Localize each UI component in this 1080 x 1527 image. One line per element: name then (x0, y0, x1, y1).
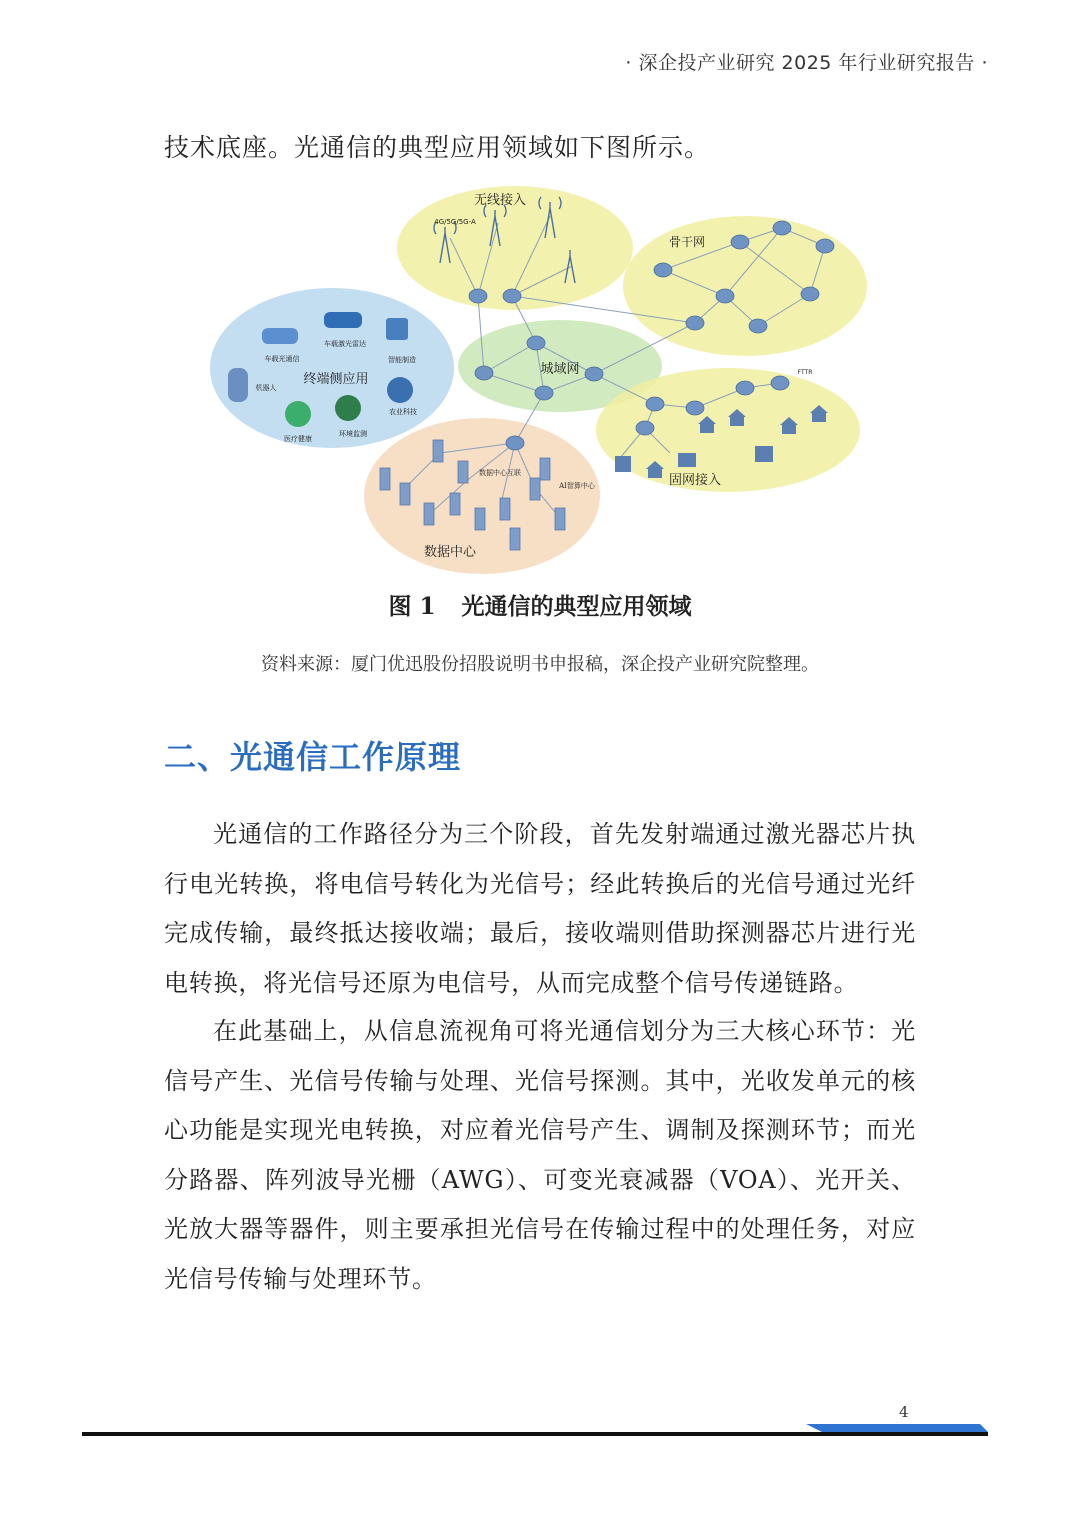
backbone-title: 骨干网 (668, 235, 706, 249)
intro-text: 技术底座。光通信的典型应用领域如下图所示。 (164, 133, 711, 162)
datacenter-tag: AI智算中心 (559, 482, 595, 490)
fixed-title: 固网接入 (668, 473, 722, 488)
figure-number: 图 1 (388, 593, 436, 620)
body-paragraph: 在此基础上，从信息流视角可将光通信划分为三大核心环节：光信号产生、光信号传输与处理、光信号探测。其中，光收发单元的核心功能是实现光电转换，对应着光信号产生、调制及探测环节；而光分路器、阵列波导光栅（AWG）、可变光衰减器（VOA）、光开关、光放大器等器件，则主要承担光信号在传输过程中的处理任务，对应光信号传输与处理环节。 (164, 1017, 916, 1293)
terminal-item: 环境监测 (339, 430, 367, 438)
metro-title: 城域网 (540, 362, 580, 377)
page-number: 4 (899, 1403, 909, 1421)
terminal-item: 机器人 (255, 384, 277, 392)
datacenter-title: 数据中心 (423, 545, 477, 560)
figure-title: 光通信的典型应用领域 (461, 593, 692, 620)
terminal-title: 终端侧应用 (303, 372, 369, 387)
terminal-item: 医疗健康 (284, 435, 312, 443)
figure-caption (0, 588, 1080, 621)
report-header: · 深企投产业研究 2025 年行业研究报告 · (625, 52, 988, 74)
wireless-tag: 4G/5G/5G-A (434, 218, 476, 226)
datacenter-region (364, 418, 600, 574)
terminal-item: 农业科技 (389, 408, 417, 416)
fixed-tag: FTTR (797, 369, 813, 376)
terminal-item: 车载激光雷达 (324, 340, 366, 348)
datacenter-tag: 数据中心互联 (479, 469, 521, 477)
wireless-title: 无线接入 (473, 193, 527, 208)
figure-source: 资料来源：厦门优迅股份招股说明书申报稿，深企投产业研究院整理。 (261, 654, 819, 675)
fixed-region (596, 368, 860, 492)
section-title: 二、光通信工作原理 (164, 738, 462, 776)
terminal-item: 智能制造 (388, 356, 416, 364)
body-paragraph: 光通信的工作路径分为三个阶段，首先发射端通过激光器芯片执行电光转换，将电信号转化为光信号；经此转换后的光信号通过光纤完成传输，最终抵达接收端；最后，接收端则借助探测器芯片进行光电转换，将光信号还原为电信号，从而完成整个信号传递链路。 (164, 820, 916, 997)
terminal-item: 车载光通信 (264, 355, 300, 363)
footer-rule (0, 1418, 1080, 1442)
application-diagram (200, 178, 870, 578)
